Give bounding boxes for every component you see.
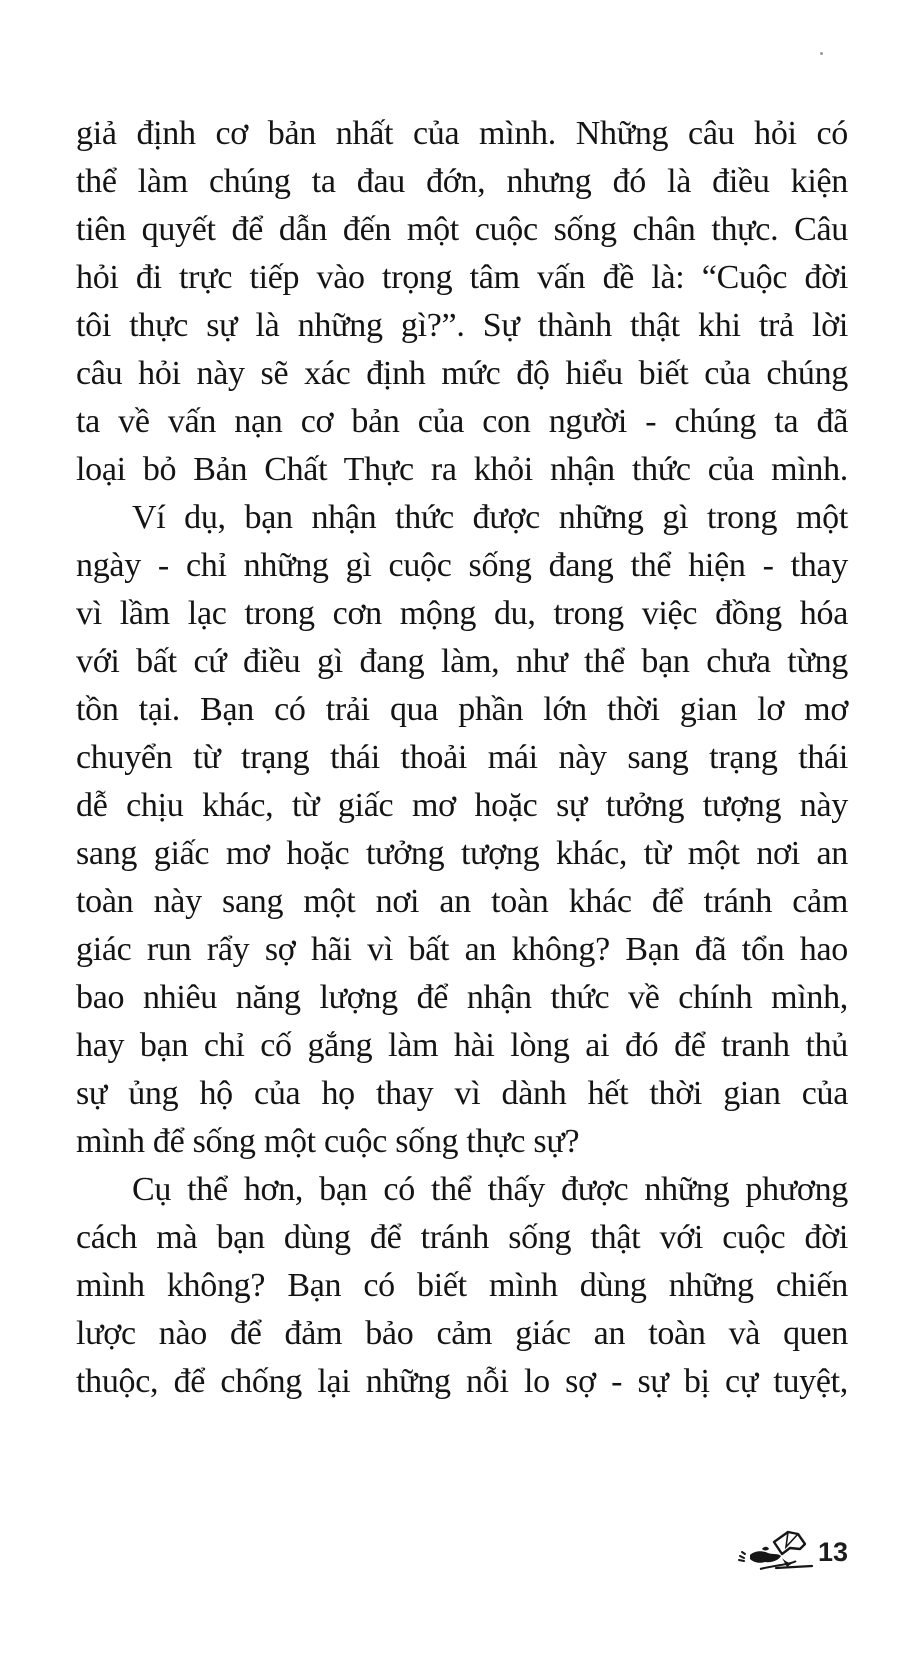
text-line: mình không? Bạn có biết mình dùng những chiến [76, 1267, 848, 1304]
paragraph [76, 110, 848, 494]
text-line: mình để sống một cuộc sống thực sự? [76, 1123, 580, 1160]
text-line: ngày - chỉ những gì cuộc sống đang thể hiện - thay [76, 547, 848, 584]
page-footer [732, 1522, 862, 1574]
text-line: giả định cơ bản nhất của mình. Những câu hỏi có [76, 115, 848, 152]
text-line: hỏi đi trực tiếp vào trọng tâm vấn đề là: “Cuộc đời [76, 259, 848, 296]
text-line: dễ chịu khác, từ giấc mơ hoặc sự tưởng tượng này [76, 787, 848, 824]
text-line: loại bỏ Bản Chất Thực ra khỏi nhận thức của mình. [76, 451, 848, 488]
paragraph [76, 1166, 848, 1406]
text-line: lược nào để đảm bảo cảm giác an toàn và quen [76, 1315, 848, 1352]
text-line: cách mà bạn dùng để tránh sống thật với cuộc đời [76, 1219, 848, 1256]
text-line: hay bạn chỉ cố gắng làm hài lòng ai đó để tranh thủ [76, 1027, 848, 1064]
text-line: giác run rẩy sợ hãi vì bất an không? Bạn đã tổn hao [76, 931, 848, 968]
text-line: thuộc, để chống lại những nỗi lo sợ - sự bị cự tuyệt, [76, 1363, 848, 1400]
text-line: Ví dụ, bạn nhận thức được những gì trong một [132, 499, 848, 536]
text-line: Cụ thể hơn, bạn có thể thấy được những phương [132, 1171, 848, 1208]
text-line: tiên quyết để dẫn đến một cuộc sống chân thực. Câu [76, 211, 848, 248]
text-block [76, 110, 848, 1406]
text-line: ta về vấn nạn cơ bản của con người - chúng ta đã [76, 403, 848, 440]
text-line: chuyển từ trạng thái thoải mái này sang trạng thái [76, 739, 848, 776]
scan-speck-artifact [820, 52, 823, 55]
text-line: vì lầm lạc trong cơn mộng du, trong việc đồng hóa [76, 595, 848, 632]
paragraph [76, 494, 848, 1166]
text-line: thể làm chúng ta đau đớn, nhưng đó là điều kiện [76, 163, 848, 200]
text-line: câu hỏi này sẽ xác định mức độ hiểu biết của chúng [76, 355, 848, 392]
ink-doodle-sketch-icon [732, 1528, 816, 1574]
text-line: tôi thực sự là những gì?”. Sự thành thật khi trả lời [76, 307, 848, 344]
text-line: toàn này sang một nơi an toàn khác để tránh cảm [76, 883, 848, 920]
text-line: với bất cứ điều gì đang làm, như thể bạn chưa từng [76, 643, 848, 680]
text-line: sang giấc mơ hoặc tưởng tượng khác, từ một nơi an [76, 835, 848, 872]
text-line: sự ủng hộ của họ thay vì dành hết thời gian của [76, 1075, 848, 1112]
text-line: tồn tại. Bạn có trải qua phần lớn thời gian lơ mơ [76, 691, 848, 728]
page-number: 13 [818, 1537, 849, 1567]
text-line: bao nhiêu năng lượng để nhận thức về chính mình, [76, 979, 848, 1016]
